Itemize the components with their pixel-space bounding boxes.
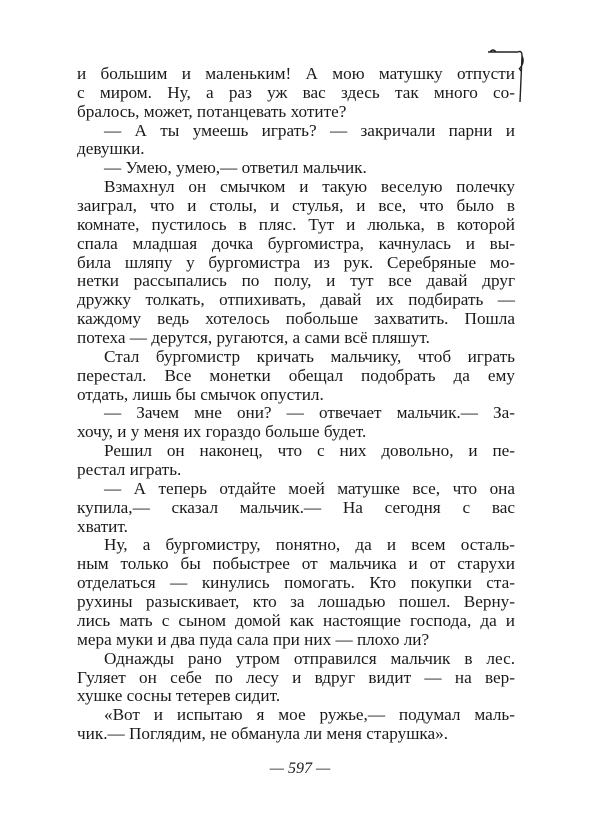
- text-line: перестал. Все монетки обещал подобрать да ему: [77, 365, 515, 385]
- text-line: — А теперь отдайте моей матушке все, что она: [104, 478, 515, 498]
- text-line: комнате, пустилось в пляс. Тут и люлька, в которой: [77, 214, 515, 234]
- text-line: каждому ведь хотелось побольше захватить. Пошла: [77, 309, 515, 329]
- paragraph: [77, 404, 515, 442]
- text-line: хушке сосны тетерев сидит.: [77, 686, 281, 706]
- paragraph: [77, 706, 515, 744]
- text-line: лись мать с сыном домой как настоящие господа, да и: [77, 610, 515, 630]
- text-line: ным только бы побыстрее от мальчика и от старухи: [77, 554, 515, 574]
- page-number: — 597 —: [269, 760, 331, 777]
- text-line: Взмахнул он смычком и такую веселую полечку: [104, 177, 515, 197]
- text-line: потеха — дерутся, ругаются, а сами всё пляшут.: [77, 328, 430, 348]
- text-line: купила,— сказал мальчик.— На сегодня с вас: [77, 497, 515, 517]
- paragraph: [77, 650, 515, 707]
- text-line: дружку толкать, отпихивать, давай их подбирать —: [77, 290, 515, 310]
- book-page-text: [77, 65, 515, 744]
- text-line: рухины разыскивает, кто за лошадью пошел. Верну-: [77, 592, 515, 612]
- text-line: и большим и маленьким! А мою матушку отпусти: [77, 64, 515, 83]
- text-line: отдать, лишь бы смычок опустил.: [77, 384, 324, 404]
- text-line: — Зачем мне они? — отвечает мальчик.— За-: [104, 403, 515, 423]
- text-line: с миром. Ну, а раз уж вас здесь так много со-: [77, 82, 515, 102]
- text-line: Гуляет он себе по лесу и вдруг видит — на вер-: [77, 667, 515, 687]
- paragraph: [77, 178, 515, 348]
- text-line: била шляпу у бургомистра из рук. Серебряные мо-: [77, 252, 515, 272]
- text-line: отделаться — кинулись помогать. Кто покупки ста-: [77, 573, 515, 593]
- text-line: — Умею, умею,— ответил мальчик.: [104, 158, 367, 178]
- text-line: — А ты умеешь играть? — закричали парни и: [104, 120, 515, 140]
- paragraph: [77, 442, 515, 480]
- paragraph: [77, 65, 515, 122]
- text-line: хочу, и у меня их гораздо больше будет.: [77, 422, 367, 442]
- text-line: спала младшая дочка бургомистра, качнулась и вы-: [77, 233, 515, 253]
- text-line: бралось, может, потанцевать хотите?: [77, 101, 347, 121]
- text-line: Решил он наконец, что с них довольно, и пе-: [104, 441, 515, 461]
- paragraph: [77, 159, 515, 178]
- text-line: Однажды рано утром отправился мальчик в лес.: [104, 648, 515, 668]
- text-line: рестал играть.: [77, 460, 182, 480]
- paragraph: [77, 536, 515, 649]
- paragraph: [77, 480, 515, 537]
- text-line: девушки.: [77, 139, 145, 159]
- text-line: хватит.: [77, 516, 128, 536]
- text-line: Ну, а бургомистру, понятно, да и всем осталь-: [104, 535, 515, 555]
- text-line: заиграл, что и столы, и стулья, и все, что было в: [77, 196, 515, 216]
- text-line: Стал бургомистр кричать мальчику, чтоб играть: [104, 346, 515, 366]
- text-line: мера муки и два пуда сала при них — плохо ли?: [77, 629, 430, 649]
- paragraph: [77, 348, 515, 405]
- text-line: «Вот и испытаю я мое ружье,— подумал маль-: [104, 705, 515, 725]
- text-line: нетки рассыпались по полу, и тут все давай друг: [77, 271, 515, 291]
- text-line: чик.— Поглядим, не обманула ли меня старушка».: [77, 724, 449, 744]
- paragraph: [77, 122, 515, 160]
